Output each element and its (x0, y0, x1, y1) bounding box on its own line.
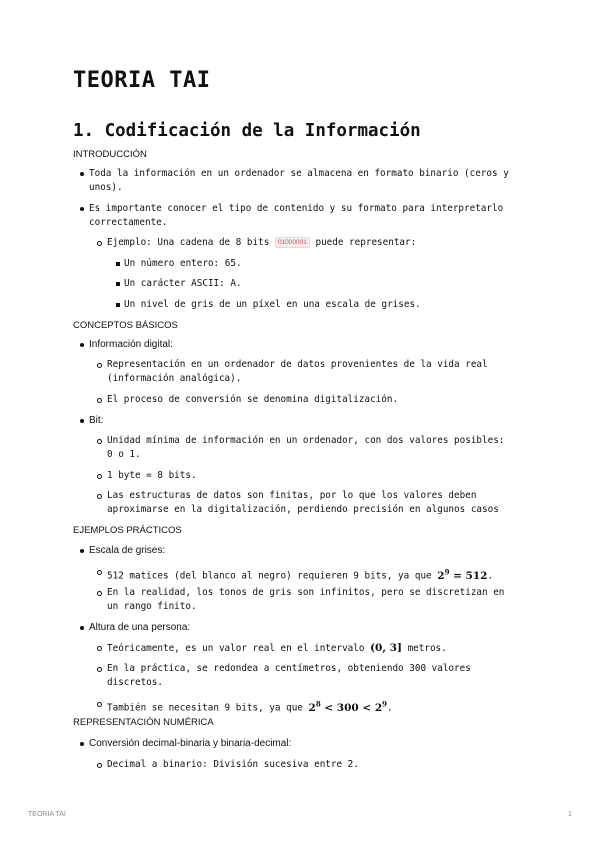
bullet-icon (97, 439, 102, 444)
bullet-icon (80, 343, 84, 347)
bullet-icon (97, 667, 102, 672)
list-item: Toda la información en un ordenador se almacena en formato binario (ceros y (89, 168, 509, 179)
page-number: 1 (568, 811, 572, 818)
section-label-intro: INTRODUCCIÓN (73, 149, 147, 160)
list-item-continued: correctamente. (89, 217, 168, 228)
inline-code: 01000001 (275, 237, 310, 248)
list-item-label: Escala de grises: (89, 545, 166, 556)
math-expression (308, 699, 388, 714)
bullet-icon (80, 626, 84, 630)
math-exponent: 8 (315, 699, 321, 708)
bullet-icon (97, 494, 102, 499)
example-text-end: puede representar: (315, 237, 417, 248)
list-item (107, 236, 416, 250)
bullet-icon (97, 474, 102, 479)
section-label-numeric: REPRESENTACIÓN NUMÉRICA (73, 717, 214, 728)
bullet-icon (97, 591, 102, 596)
bullet-icon (80, 172, 84, 176)
list-item: Representación en un ordenador de datos provenientes de la vida real (107, 359, 488, 370)
bullet-icon (97, 646, 102, 651)
list-item-label: Información digital: (89, 339, 173, 350)
list-text: 512 matices (del blanco al negro) requieren 9 bits, ya que (107, 570, 432, 582)
section-heading: 1. Codificación de la Información (73, 121, 421, 141)
list-item-label: Conversión decimal-binaria y binaria-decimal: (89, 738, 292, 749)
bullet-icon (80, 419, 84, 423)
math-exponent: 9 (444, 567, 450, 576)
list-item (107, 697, 393, 716)
list-item-label: Bit: (89, 415, 104, 426)
list-text: También se necesitan 9 bits, ya que (107, 702, 303, 714)
list-item: Un carácter ASCII: A. (124, 278, 242, 289)
math-middle: < 300 < (320, 701, 375, 714)
math-exponent: 9 (382, 699, 388, 708)
footer-title: TEORIA TAI (28, 811, 66, 818)
list-item: Un nivel de gris de un píxel en una escala de grises. (124, 299, 421, 310)
list-item: Decimal a binario: División sucesiva entre 2. (107, 759, 359, 770)
bullet-icon (80, 742, 84, 746)
list-item: Las estructuras de datos son finitas, por lo que los valores deben (107, 490, 477, 501)
bullet-icon (116, 262, 120, 266)
list-item (107, 565, 493, 584)
list-item: 1 byte = 8 bits. (107, 470, 197, 481)
math-expression (437, 567, 488, 582)
math-base: 2 (308, 701, 316, 714)
example-text: Ejemplo: Una cadena de 8 bits (107, 237, 270, 248)
bullet-icon (97, 570, 102, 575)
list-item-continued: un rango finito. (107, 601, 197, 612)
math-rhs: = 512 (449, 569, 488, 582)
list-item-label: Altura de una persona: (89, 622, 191, 633)
list-item-continued: 0 o 1. (107, 449, 141, 460)
bullet-icon (97, 363, 102, 368)
math-base: 2 (374, 701, 383, 714)
bullet-icon (116, 303, 120, 307)
list-item: En la realidad, los tonos de gris son infinitos, pero se discretizan en (107, 587, 505, 598)
list-text-end: metros. (407, 643, 447, 654)
math-base: 2 (437, 569, 445, 582)
list-text: Teóricamente, es un valor real en el intervalo (107, 643, 365, 654)
document-title: TEORIA TAI (73, 68, 211, 93)
list-item: Es importante conocer el tipo de contenido y su formato para interpretarlo (89, 203, 504, 214)
list-item-continued: aproximarse en la digitalización, perdiendo precisión en algunos casos (107, 504, 499, 515)
list-item: Un número entero: 65. (124, 258, 242, 269)
list-item: En la práctica, se redondea a centímetros, obteniendo 300 valores (107, 663, 471, 674)
bullet-icon (97, 763, 102, 768)
list-item-continued: (información analógica). (107, 373, 242, 384)
bullet-icon (97, 241, 102, 246)
list-text-end: . (387, 702, 393, 714)
list-text-end: . (487, 570, 494, 582)
list-item: Unidad mínima de información en un ordenador, con dos valores posibles: (107, 435, 505, 446)
list-item-continued: unos). (89, 182, 123, 193)
section-label-examples: EJEMPLOS PRÁCTICOS (73, 525, 182, 536)
bullet-icon (116, 282, 120, 286)
bullet-icon (97, 702, 102, 707)
bullet-icon (97, 398, 102, 403)
section-label-concepts: CONCEPTOS BÁSICOS (73, 320, 178, 331)
math-interval: (0, 3] (370, 642, 402, 654)
list-item (107, 641, 447, 656)
list-item-continued: discretos. (107, 677, 163, 688)
list-item: El proceso de conversión se denomina digitalización. (107, 394, 399, 405)
bullet-icon (80, 549, 84, 553)
bullet-icon (80, 207, 84, 211)
